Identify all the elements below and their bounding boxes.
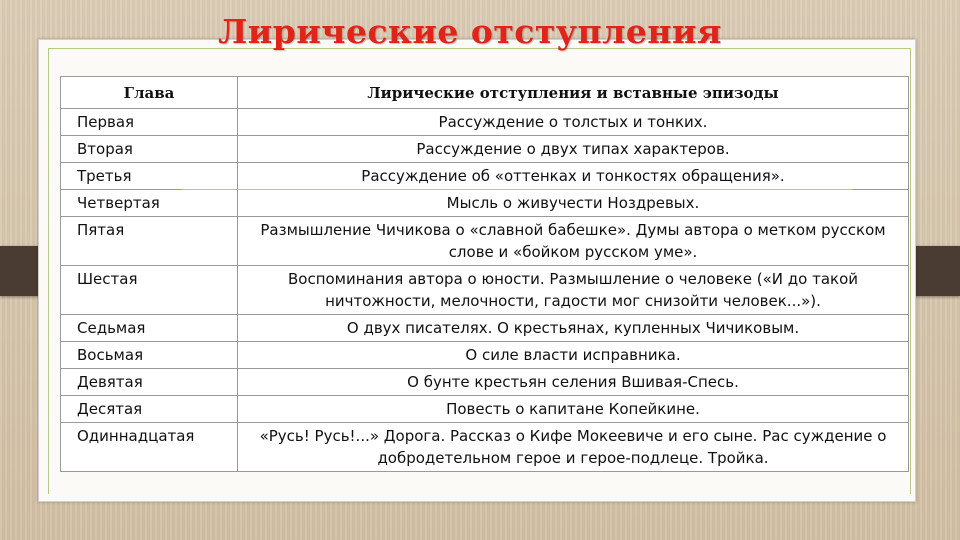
digression-cell: Рассуждение о двух типах характеров. — [238, 136, 909, 163]
chapter-cell: Восьмая — [61, 342, 238, 369]
slide-title: Лирические отступления — [218, 12, 722, 51]
chapter-cell: Пятая — [61, 217, 238, 266]
digression-cell: Рассуждение об «оттенках и тонкостях обращения». — [238, 163, 909, 190]
table-row — [61, 369, 909, 396]
table-header-row — [61, 77, 909, 109]
chapter-cell: Десятая — [61, 396, 238, 423]
table-row — [61, 342, 909, 369]
chapter-cell: Одиннадцатая — [61, 423, 238, 472]
digression-cell: О бунте крестьян селения Вшивая-Спесь. — [238, 369, 909, 396]
table-row — [61, 190, 909, 217]
chapter-cell: Девятая — [61, 369, 238, 396]
chapters-table — [60, 76, 909, 472]
table-row — [61, 163, 909, 190]
table-row — [61, 266, 909, 315]
header-digressions: Лирические отступления и вставные эпизоды — [238, 77, 909, 109]
chapter-cell: Четвертая — [61, 190, 238, 217]
table-row — [61, 217, 909, 266]
table-row — [61, 109, 909, 136]
digression-cell: Размышление Чичикова о «славной бабешке». Думы автора о метком русском слове и «бойком русском уме». — [238, 217, 909, 266]
chapter-cell: Вторая — [61, 136, 238, 163]
table-row — [61, 423, 909, 472]
table-row — [61, 315, 909, 342]
chapter-cell: Седьмая — [61, 315, 238, 342]
chapter-cell: Первая — [61, 109, 238, 136]
chapter-cell: Шестая — [61, 266, 238, 315]
digression-cell: О двух писателях. О крестьянах, купленных Чичиковым. — [238, 315, 909, 342]
paper-rule-mid — [182, 189, 852, 190]
paper-rule-right — [910, 48, 911, 494]
digression-cell: Мысль о живучести Ноздревых. — [238, 190, 909, 217]
paper-rule-left — [48, 48, 49, 494]
table-row — [61, 136, 909, 163]
digression-cell: Воспоминания автора о юности. Размышление о человеке («И до такой ничтожности, мелочности, гадости мог снизойти человек...»). — [238, 266, 909, 315]
digression-cell: «Русь! Русь!...» Дорога. Рассказ о Кифе Мокеевиче и его сыне. Рас суждение о добродетельном герое и герое-подлеце. Тройка. — [238, 423, 909, 472]
digression-cell: О силе власти исправника. — [238, 342, 909, 369]
digression-cell: Рассуждение о толстых и тонких. — [238, 109, 909, 136]
chapter-cell: Третья — [61, 163, 238, 190]
header-chapter: Глава — [61, 77, 238, 109]
digression-cell: Повесть о капитане Копейкине. — [238, 396, 909, 423]
table-row — [61, 396, 909, 423]
